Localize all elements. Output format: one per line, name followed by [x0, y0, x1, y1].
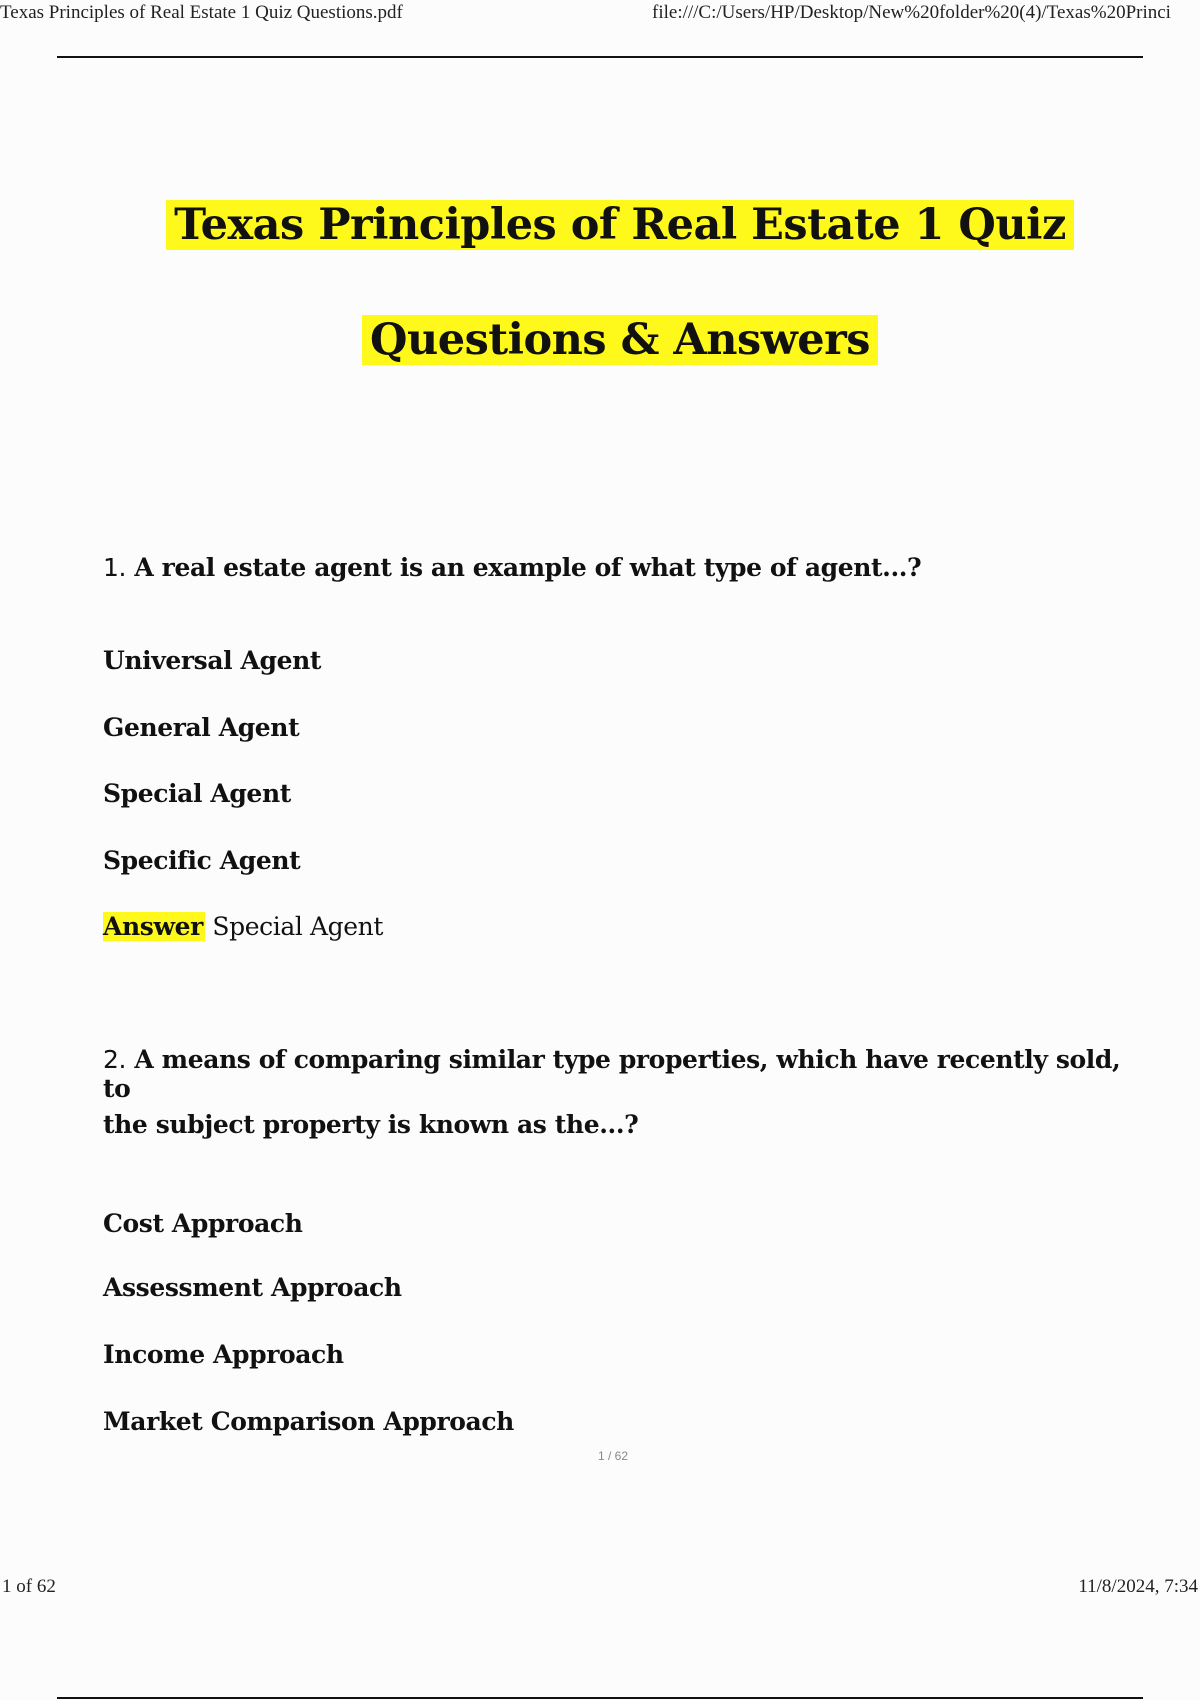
- header-divider: [57, 56, 1143, 58]
- question-text: A real estate agent is an example of what type of agent...?: [134, 553, 922, 582]
- print-header: [0, 0, 1200, 28]
- answer-value: Special Agent: [212, 912, 383, 941]
- page-indicator: 1 / 62: [597, 1449, 629, 1463]
- question-1: [103, 553, 1123, 582]
- file-url: file:///C:/Users/HP/Desktop/New%20folder%20(4)/Texas%20Princi: [652, 2, 1171, 23]
- question-2: [103, 1045, 1123, 1103]
- q1-option-2: General Agent: [103, 713, 300, 742]
- question-number: 1.: [103, 553, 127, 582]
- q2-option-1: Cost Approach: [103, 1209, 303, 1238]
- question-text-line-1: A means of comparing similar type properties, which have recently sold, to: [103, 1045, 1121, 1103]
- question-2-continued: [103, 1110, 1123, 1139]
- q2-option-2: Assessment Approach: [103, 1273, 402, 1302]
- print-datetime: 11/8/2024, 7:34: [1078, 1576, 1198, 1597]
- footer-divider: [57, 1697, 1143, 1699]
- q1-option-1: Universal Agent: [103, 646, 322, 675]
- q1-option-3: Special Agent: [103, 779, 291, 808]
- q2-option-4: Market Comparison Approach: [103, 1407, 514, 1436]
- q1-option-4: Specific Agent: [103, 846, 301, 875]
- question-number: 2.: [103, 1045, 127, 1074]
- page-title-line-1: Texas Principles of Real Estate 1 Quiz: [0, 195, 1200, 255]
- document-name: Texas Principles of Real Estate 1 Quiz Questions.pdf: [0, 2, 403, 23]
- question-text-line-2: the subject property is known as the...?: [103, 1110, 639, 1139]
- answer-label: Answer: [103, 912, 203, 941]
- page-count: 1 of 62: [2, 1576, 56, 1597]
- q1-answer: [103, 912, 383, 941]
- q2-option-3: Income Approach: [103, 1340, 344, 1369]
- page-title-line-2: Questions & Answers: [0, 310, 1200, 370]
